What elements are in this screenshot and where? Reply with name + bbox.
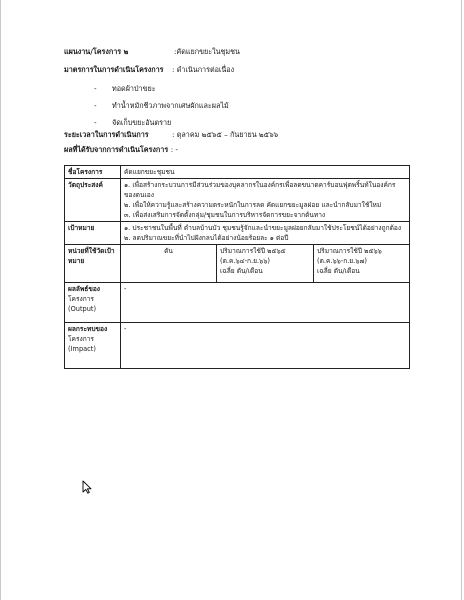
period-label: ระยะเวลาในการดำเนินการ [64,130,149,139]
period-value: : ตุลาคม ๒๕๖๕ – กันยายน ๒๕๖๖ [172,130,279,139]
mouse-cursor-icon [82,480,92,494]
bullet-item: - จัดเก็บขยะอันตราย [94,118,172,127]
result-line [64,145,178,155]
plan-line [64,47,240,57]
output-label [65,283,121,323]
qty-2565-line: ปริมาณการใช้ปี ๒๕๖๕ [220,247,286,255]
impact-label-line: ผลกระทบของ [68,325,108,333]
objective-item: ๒. เพื่อให้ความรู้และสร้างความตระหนักในการลด คัดแยกขยะมูลฝอย และนำกลับมาใช้ใหม่ [124,201,382,209]
plan-value: :คัดแยกขยะในชุมชน [174,47,240,56]
table-row [65,283,410,323]
bullet-text: จัดเก็บขยะอันตราย [112,118,172,127]
bullet-text: ทอดผ้าป่าขยะ [112,84,156,93]
output-label-line: ผลลัพธ์ของ [68,285,101,293]
objective-item: ๓. เพื่อส่งเสริมการจัดตั้งกลุ่ม/ชุมชนในการบริหารจัดการขยะจากต้นทาง [124,211,326,219]
project-name-value: คัดแยกขยะชุมชน [121,166,410,179]
period-line [64,130,278,140]
output-value: - [121,283,410,323]
impact-label [65,323,121,369]
table-row [65,323,410,369]
qty-2565-cell [217,245,314,283]
target-item: ๒. ลดปริมาณขยะที่นำไปฝังกลบได้อย่างน้อยร้อยละ ๑ ต่อปี [124,234,289,242]
qty-2566-line: เฉลี่ย ตัน/เดือน [317,267,360,275]
table-row [65,179,410,222]
bullet-text: ทำน้ำหมักชีวภาพจากเศษผักและผลไม้ [112,101,229,110]
unit-cell: ตัน [121,245,217,283]
table-row [65,222,410,245]
qty-2565-line: (ต.ค.๖๔-ก.ย.๖๖) [220,257,271,265]
table-row [65,166,410,179]
measure-label: มาตรการในการดำเนินโครงการ [64,65,164,74]
impact-value: - [121,323,410,369]
measure-value: : ดำเนินการต่อเนื่อง [172,65,235,74]
qty-2565-line: เฉลี่ย ตัน/เดือน [220,267,263,275]
qty-2566-cell [314,245,410,283]
qty-2566-line: ปริมาณการใช้ปี ๒๕๖๖ [317,247,382,255]
objective-item: ๑. เพื่อสร้างกระบวนการมีส่วนร่วมของบุคลากรในองค์กรเพื่อลดขนาดคาร์บอนฟุตพริ้นท์ในองค์กรของตนเอง [124,181,396,199]
impact-label-line: (Impact) [68,345,96,353]
plan-label: แผนงาน/โครงการ ๒ [64,47,129,56]
output-label-line: โครงการ [68,295,94,303]
table-row [65,245,410,283]
bullet-item: - ทอดผ้าป่าขยะ [94,84,156,93]
result-value: : - [170,145,179,154]
qty-2566-line: (ต.ค.๖๖-ก.ย.๖๗) [317,257,367,265]
objective-cell [121,179,410,222]
impact-label-line: โครงการ [68,335,94,343]
target-item: ๑. ประชาชนในพื้นที่ ตำบลบ้านบัว ชุมชนรู้จักและนำขยะมูลฝอยกลับมาใช้ประโยชน์ได้อย่างถูกต้อง [124,224,402,232]
project-name-label: ชื่อโครงการ [65,166,121,179]
output-label-line: (Output) [68,305,97,313]
target-cell [121,222,410,245]
project-table [64,165,410,369]
objective-label: วัตถุประสงค์ [65,179,121,222]
result-label: ผลที่ได้รับจากการดำเนินโครงการ [64,145,169,154]
bullet-item: - ทำน้ำหมักชีวภาพจากเศษผักและผลไม้ [94,101,229,110]
target-label: เป้าหมาย [65,222,121,245]
measure-line [64,65,234,75]
indicator-label: หน่วยที่ใช้วัดเป้าหมาย [65,245,121,283]
